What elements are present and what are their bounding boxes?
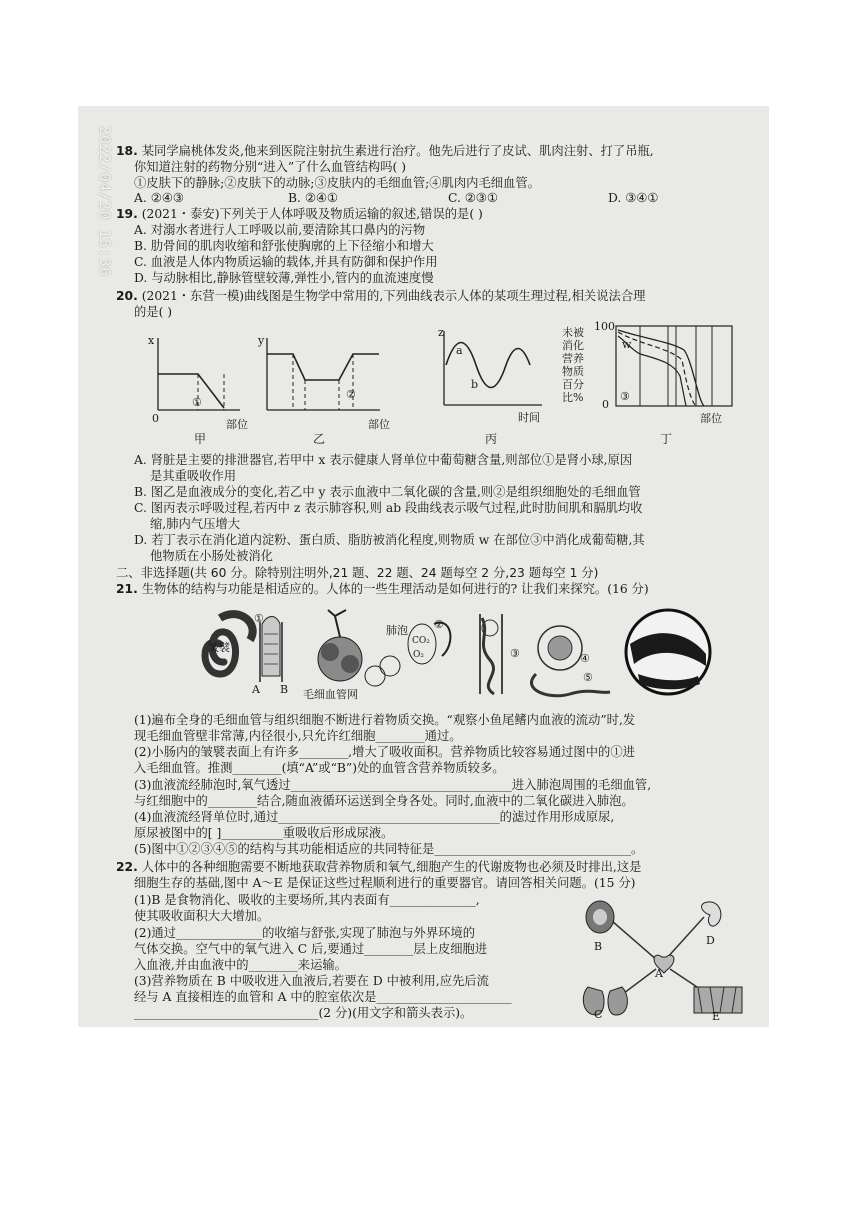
fig21-label-1: ① [254,612,264,625]
chart-ding-ylabel: 未被消化营养物质百分比% [562,326,584,404]
q19-option-c: C. 血液是人体内物质运输的载体,并具有防御和保护作用 [134,255,438,269]
organ-e-label: E [712,1010,721,1023]
fig21-o2-label: O₂ [413,650,424,660]
chart-bing-xlabel: 时间 [518,411,540,424]
q19-number: 19. [116,207,138,221]
q18-line3: ①皮肤下的静脉;②皮肤下的动脉;③皮肤内的毛细血管;④肌肉内毛细血管。 [134,176,540,190]
q20-stem-line2: 的是( ) [134,305,173,319]
chart-jia-origin: 0 [152,412,159,425]
chart-ding-w: w [622,338,632,351]
q20-number: 20. [116,289,138,303]
fig21-label-5: ⑤ [583,671,593,684]
fig21-co2-label: CO₂ [412,636,430,646]
fig21-label-4: ④ [580,652,590,665]
q21-figure [190,604,720,704]
fig21-capillary-label: 毛细血管网 [303,688,358,701]
section-heading: 二、非选择题(共 60 分。除特别注明外,21 题、22 题、24 题每空 2 分,23 题每空 1 分) [116,566,599,580]
chart-ding-mark: ③ [620,390,630,403]
fig21-alveolus-label: 肺泡 [386,624,408,637]
q22-stem-line2: 细胞生存的基础,图中 A～E 是保证这些过程顺利进行的重要器官。请回答相关问题。(15 分) [134,876,636,890]
fig21-fold-label: 皱襞 [208,641,230,654]
q22-stem-line1: 22. 人体中的各种细胞需要不断地获取营养物质和氧气,细胞产生的代谢废物也必须及时排出,这是 [116,860,642,874]
q22-line6: (3)营养物质在 B 中吸收进入血液后,若要在 D 中被利用,应先后流 [134,974,489,988]
q21-number: 21. [116,582,138,596]
chart-bing-a: a [456,344,463,357]
chart-yi-curve [267,354,379,380]
fig21-label-2: ② [434,618,444,631]
q18-option-c: C. ②③① [448,191,498,205]
fig21-label-a: A [252,683,260,696]
q20-option-d: D. 若丁表示在消化道内淀粉、蛋白质、脂肪被消化程度,则物质 w 在部位③中消化成葡萄糖,其 [134,533,645,547]
q21-line3: (2)小肠内的皱襞表面上有许多________,增大了吸收面积。营养物质比较容易通过图中的①进 [134,745,635,759]
q22-line2: 使其吸收面积大大增加。 [134,909,270,923]
q20-stem-line1: 20. (2021・东营一模)曲线图是生物学中常用的,下列曲线表示人体的某项生理过程,相关说法合理 [116,289,646,303]
chart-bing [430,325,545,415]
q22-line8: ______________________________(2 分)(用文字和箭头表示)。 [134,1006,473,1020]
fig21-label-3: ③ [510,647,520,660]
q22-line1: (1)B 是食物消化、吸收的主要场所,其内表面有______________, [134,893,480,907]
fig21-label-b: B [280,683,289,696]
q18-line1: 18. 某同学扁桃体发炎,他来到医院注射抗生素进行治疗。他先后进行了皮试、肌肉注射、打了吊瓶, [116,144,654,158]
q21-line9: (5)图中①②③④⑤的结构与其功能相适应的共同特征是________________________________。 [134,842,644,856]
chart-ding-y100: 100 [594,320,615,333]
q20-option-c: C. 图丙表示呼吸过程,若丙中 z 表示肺容积,则 ab 段曲线表示吸气过程,此时肋间肌和膈肌均收 [134,501,643,515]
q21-line8: 原尿被图中的[ ]__________重吸收后形成尿液。 [134,826,394,840]
q18-option-b: B. ②④① [288,191,338,205]
q18-line2: 你知道注射的药物分别“进入”了什么血管结构吗( ) [134,160,407,174]
chart-jia-xlabel: 部位 [226,418,248,431]
organ-d-label: D [706,934,715,947]
q18-number: 18. [116,144,138,158]
chart-yi-caption: 乙 [313,432,326,446]
chart-ding-xlabel: 部位 [700,412,722,425]
q20-option-a-cont: 是其重吸收作用 [150,469,237,483]
q22-organ-figure [580,895,755,1020]
chart-bing-caption: 丙 [485,432,498,446]
chart-bing-b: b [471,378,479,391]
chart-yi-xlabel: 部位 [368,418,390,431]
q21-line6: 与红细胞中的________结合,随血液循环运送到全身各处。同时,血液中的二氧化碳进入肺泡。 [134,794,634,808]
q18-option-a: A. ②④③ [134,191,184,205]
chart-yi-mark: ② [346,388,356,401]
q22-number: 22. [116,860,138,874]
q20-option-b: B. 图乙是血液成分的变化,若乙中 y 表示血液中二氧化碳的含量,则②是组织细胞处的毛细血管 [134,485,641,499]
q21-line5: (3)血液流经肺泡时,氧气透过____________________________________进入肺泡周围的毛细血管, [134,778,652,792]
q21-line7: (4)血液流经肾单位时,通过____________________________________的滤过作用形成原尿, [134,810,615,824]
q18-option-d: D. ③④① [608,191,659,205]
chart-jia-caption: 甲 [194,432,207,446]
chart-ding [612,320,737,412]
q20-option-a: A. 肾脏是主要的排泄器官,若甲中 x 表示健康人肾单位中葡萄糖含量,则部位①是肾小球,原因 [134,453,633,467]
q21-line2: 现毛细血管壁非常薄,内径很小,只允许红细胞________通过。 [134,729,462,743]
organ-a-label: A [655,967,663,980]
chart-yi-ylabel: y [258,334,265,347]
q22-line5: 入血液,并由血液中的________来运输。 [134,958,347,972]
organ-c-label: C [594,1008,603,1021]
organ-b-label: B [594,940,603,953]
q22-line7: 经与 A 直接相连的血管和 A 中的腔室依次是______________________ [134,990,512,1004]
chart-jia-mark: ① [192,396,202,409]
q21-line4: 入毛细血管。推测________(填“A”或“B”)处的血管含营养物质较多。 [134,761,505,775]
chart-yi [255,330,385,430]
q21-line1: (1)遍布全身的毛细血管与组织细胞不断进行着物质交换。“观察小鱼尾鳍内血液的流动”时,发 [134,713,636,727]
timestamp-overlay: 2022/04/20 15:36 [96,126,112,277]
q19-option-b: B. 肋骨间的肌肉收缩和舒张使胸廓的上下径缩小和增大 [134,239,434,253]
chart-jia-ylabel: x [148,334,155,347]
q19-option-d: D. 与动脉相比,静脉管壁较薄,弹性小,管内的血流速度慢 [134,271,434,285]
q20-option-c-cont: 缩,肺内气压增大 [150,517,240,531]
q19-stem: 19. (2021・泰安)下列关于人体呼吸及物质运输的叙述,错误的是( ) [116,207,483,221]
q21-stem: 21. 生物体的结构与功能是相适应的。人体的一些生理活动是如何进行的? 让我们来探究。(16 分) [116,582,649,596]
chart-jia-curve [158,374,224,408]
q22-line4: 气体交换。空气中的氧气进入 C 后,要通过________层上皮细胞进 [134,942,488,956]
chart-ding-y0: 0 [602,398,609,411]
chart-ding-caption: 丁 [660,432,673,446]
chart-bing-ylabel: z [438,326,444,339]
q19-option-a: A. 对溺水者进行人工呼吸以前,要清除其口鼻内的污物 [134,223,426,237]
q22-line3: (2)通过______________的收缩与舒张,实现了肺泡与外界环境的 [134,926,476,940]
q20-option-d-cont: 他物质在小肠处被消化 [150,549,273,563]
